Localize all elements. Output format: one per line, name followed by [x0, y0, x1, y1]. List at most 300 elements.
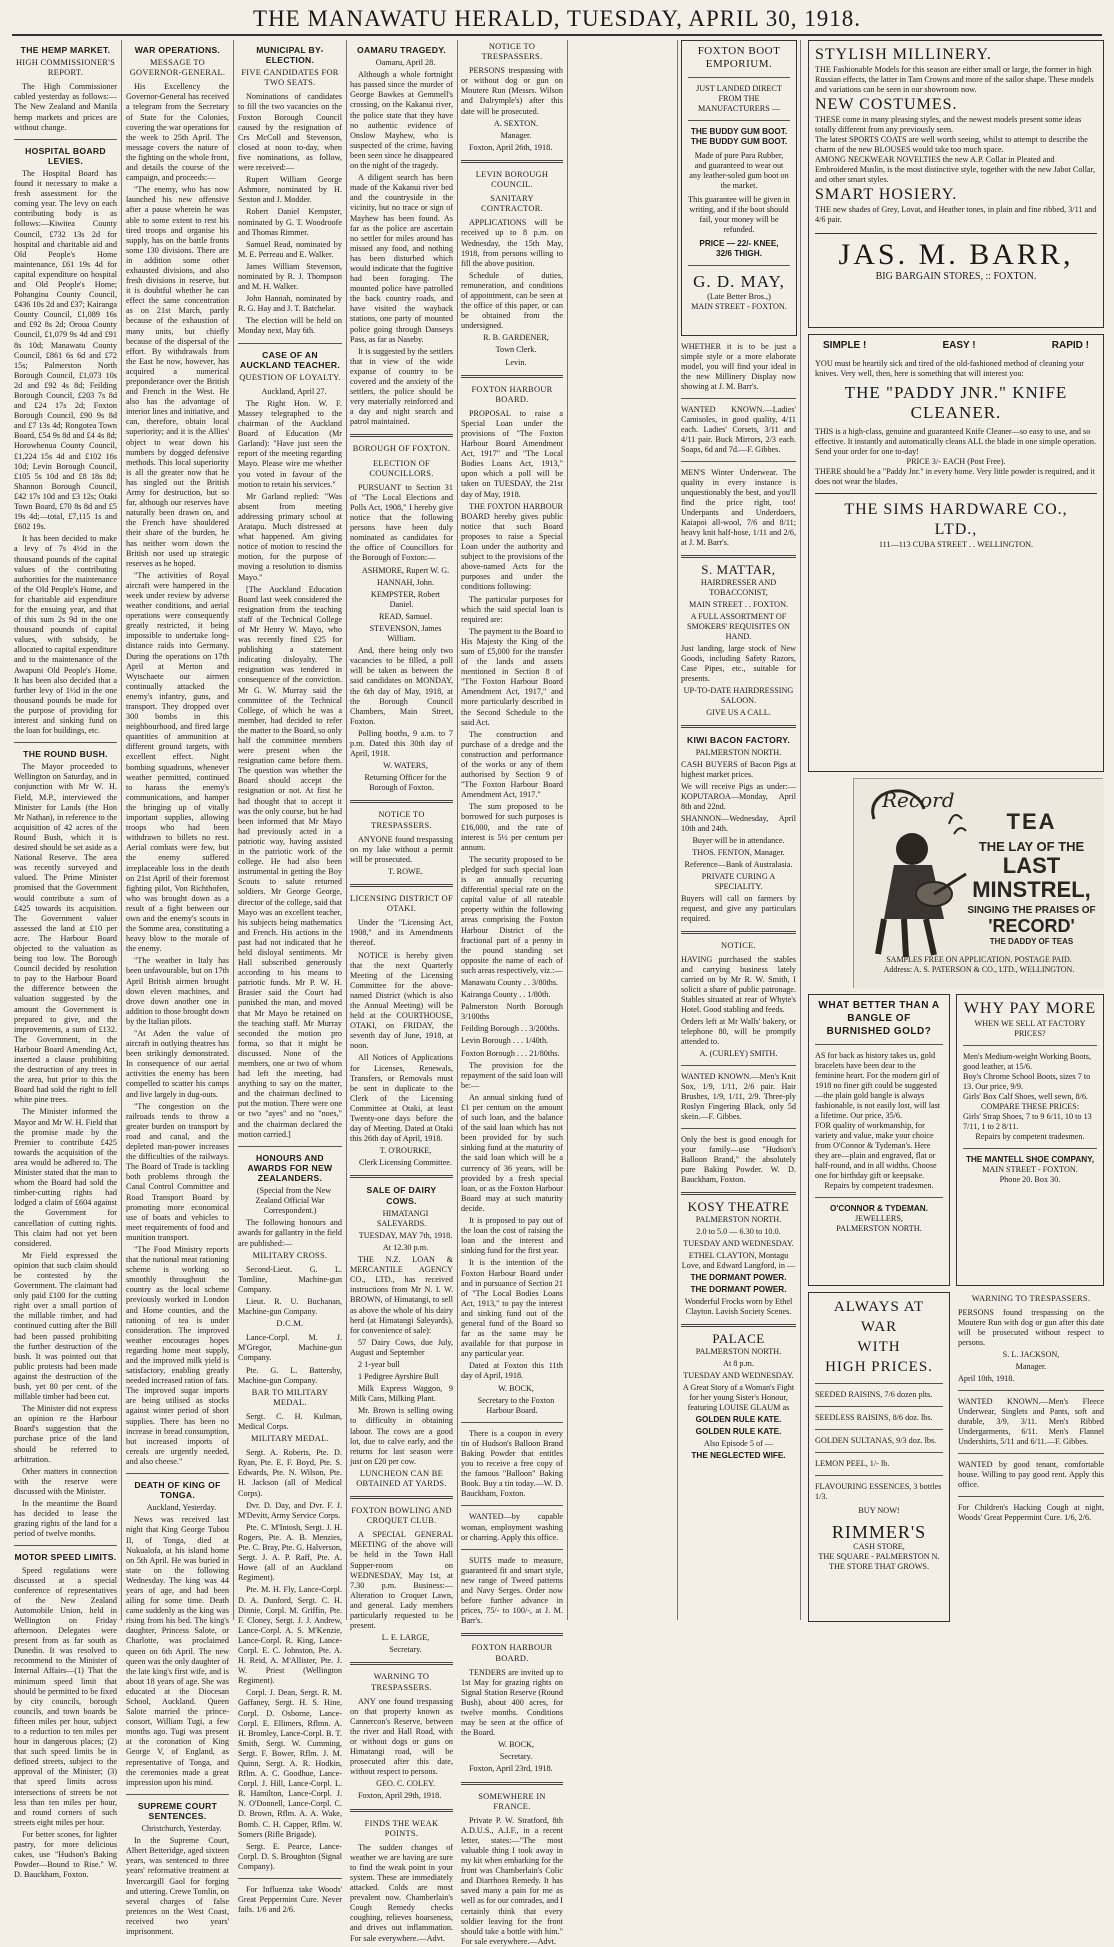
article-paragraph: The Hospital Board has found it necessary to make a fresh assessment for the coming year. The levy on each contributing body is as follows:—Kiwitea County Council, £732 13s 2d for hospital and charitable aid and Old People's Home maintenance, £61 19s 4d for capital expenditure on hospital and Old People's Home; Pohangina County Council, £436 10s 2d and £37; Kairanga County Council, £1,089 16s and £92 8s 2d; Oroua County Council, £1,079 9s 4d and £91 8s 10d; Manawatu County Council, £861 6s 6d and £72 15s; Palmerston North Borough Council, £1,073 10s 2d and £92 4s 8d; Feilding Borough Council, £203 7s 8d and £24 17s 2d; Foxton Borough Council, £90 9s 8d and £7 13s 4d; Rongotea Town Board, £54 9s 8d and £4 4s 8d; Horowhenua County Council, £1,224 15s 4d and £102 16s 10d; Levin Borough Council, £105 5s 10d and £8 18s 8d; Shannon Borough Council, £42 17s 10d and £3 12s; Otaki Town Board, £70 8s 8d and £5 19s 4d;—total, £7,115 1s and £602 19s.: [14, 168, 117, 532]
column-4: [350, 40, 453, 1943]
divider: [688, 77, 790, 78]
rate-row: Manawatu County . . 3/80ths.: [461, 977, 559, 987]
tea-line: THE LAY OF THE: [978, 839, 1085, 854]
ad-text: PALMERSTON NORTH.: [695, 748, 782, 757]
ad-slogan: [823, 341, 1089, 351]
divider: [815, 1429, 943, 1430]
headline: CASE OF AN AUCKLAND TEACHER.: [239, 349, 341, 370]
ad-text: This guarantee will be given in writing, and if the boot should fail, your money will be refunded.: [688, 195, 790, 234]
notice-heading: NOTICE TO TRESPASSERS.: [481, 42, 543, 62]
ad-title: WITH: [857, 1339, 901, 1355]
notice-text: HIMATANGI SALEYARDS.: [376, 1208, 429, 1228]
notice-text: Foxton, April 23rd, 1918.: [469, 1764, 553, 1774]
film-title: GOLDEN RULE KATE.: [695, 1415, 782, 1424]
tea-caption-line: SAMPLES FREE ON APPLICATION. POSTAGE PAID.: [886, 955, 1072, 964]
record-tea-ad: [853, 778, 1103, 988]
article-paragraph: The Minister informed the Mayor and Mr W. H. Field that the promise made by the Premier to contribute £425 towards the acquisition of the area would be adhered to. The Minister stated that the man to whom the Board had sold the timber-cutting rights had lodged a claim of £604 against the Government for cancellation of cutting rights. This claim had not yet been considered.: [14, 1107, 117, 1248]
article-paragraph: A diligent search has been made of the Kakanui river bed and the countryside in the vicinity, but no trace or sign of Mayhew has been found. As far as the police are ascertain no settler for miles around has missed any food, and nothing has been disturbed which would indicate that the fugitive had been foraging. The mounted police have patrolled the back country roads, and have visited the wayback stations, one party of mounted police going through Danseys Pass, as far as Naseby.: [350, 173, 453, 344]
ad-title: WHY PAY MORE: [963, 1000, 1097, 1017]
ad-title: ALWAYS AT WAR: [833, 1299, 925, 1335]
divider: [958, 1496, 1104, 1497]
ad-text: SHANNON—Wednesday, April 10th and 24th.: [681, 814, 796, 833]
advertisement-text: WANTED KNOWN.—Men's Knit Sox, 1/9, 1/11, 2/6 pair. Hair Brushes, 1/9, 1/11, 2/9. Three-ply Roslyn Fingering Black, only 5d skein.—F. Gibbes.: [681, 1072, 796, 1121]
ad-text: 111—113 CUBA STREET . . WELLINGTON.: [878, 540, 1034, 549]
notice-text: An annual sinking fund of £1 per centum on the amount of such loan, and the balance of the said loan which has not been provided for by such sinking fund at the maturity of the said loan which will be a currency of 36 years, will be provided by a fresh special loan, or as the Foxton Harbour Board may at such maturity decide.: [461, 1092, 563, 1213]
divider: [815, 1383, 943, 1384]
ad-text: THE new shades of Grey, Lovat, and Heather tones, in plain and fine ribbed, 3/11 and 4/6 pair.: [815, 205, 1097, 224]
notice-heading: SOMEWHERE IN FRANCE.: [478, 1791, 546, 1811]
column-rule: [457, 40, 458, 1620]
ad-title: JAS. M. BARR,: [838, 238, 1074, 271]
ad-text: (Late Better Bros.,): [707, 292, 771, 301]
subheadline: MESSAGE TO GOVERNOR-GENERAL.: [129, 58, 226, 78]
notice-text: Foxton, April 29th, 1918.: [358, 1791, 442, 1801]
divider: [350, 884, 453, 887]
article-paragraph: The Minister did not express an opinion re the Harbour Board's suggestion that the purchase price of the land should be referred to arbitration.: [14, 1404, 117, 1464]
ad-text: THE SQUARE - PALMERSTON N.: [818, 1552, 940, 1561]
notice-text: TUESDAY, MAY 7th, 1918.: [358, 1230, 453, 1240]
candidate-name: ASHMORE, Rupert W. G.: [361, 565, 450, 575]
article-paragraph: Lieut. R. U. Buchanan, Machine-gun Company.: [238, 1296, 342, 1317]
article-paragraph: The following honours and awards for gallantry in the field are published:—: [238, 1218, 342, 1248]
article-paragraph: The election will be held on Monday next, May 6th.: [238, 316, 342, 336]
price-item: SEEDLESS RAISINS, 8/6 doz. lbs.: [815, 1413, 933, 1422]
ad-text: THESE come in many pleasing styles, and the newest models present some ideas totally different from any previously seen.: [815, 115, 1082, 134]
notice-text: NOTICE is hereby given that the next Quarterly Meeting of the Licensing Committee for the above-named District (which is also the Annual Meeting) will be held at the COURTHOUSE, OTAKI, on FRIDAY, the seventh day of June, 1918, at noon.: [350, 950, 453, 1051]
advertisement-text: There is a coupon in every tin of Hudson's Balloon Brand Baking Powder that entitles you to receive a free copy of the famous "Balloon" Baking Book. Buy a tin today.—W. D. Bauckham, Foxton.: [461, 1428, 563, 1499]
divider: [238, 343, 342, 344]
price-item: LEMON PEEL, 1/- lb.: [815, 1459, 890, 1468]
subheadline: FIVE CANDIDATES FOR TWO SEATS.: [241, 68, 339, 88]
subheadline: QUESTION OF LOYALTY.: [239, 372, 341, 382]
article-paragraph: Other matters in connection with the reserve were discussed with the Minister.: [14, 1466, 117, 1496]
notice-text: Polling booths, 9 a.m. to 7 p.m. Dated this 30th day of April, 1918.: [350, 728, 453, 759]
divider: [461, 1633, 563, 1636]
ad-text: PALMERSTON NORTH.: [695, 1215, 782, 1224]
article-paragraph: The Mayor proceeded to Wellington on Saturday, and in conjunction with Mr W. H. Field, M.P., interviewed the Minister for Lands (the Hon Mr Nathan), in reference to the acquisition of 42 acres of the Round Bush, which it is desired should be set aside as a National Reserve. The area was recently surveyed and valued. The Prime Minister promised that the Government would contribute a sum of £425 towards its acquisition. The Government valuer assessed the land at £10 per acre. The Harbour Board objected to the valuation as being too low. The Borough Council decided by resolution to pay to the Harbour Board the difference between the valuation suggested by the amount the Government is prepared to give, and the improvements, a sum of £132. The Government, in the Harbour Board Amending Act, inserted a clause prohibiting the destruction of any trees in the area, but prior to this the Board had sold the right to fell white pine trees.: [14, 762, 117, 1105]
slogan-word: RAPID !: [1051, 340, 1089, 351]
column-rule: [346, 40, 347, 1620]
notice-text: Dated at Foxton this 11th day of April, 1918.: [461, 1361, 563, 1381]
notice-text: At 12.30 p.m.: [382, 1242, 429, 1252]
column-rule: [567, 40, 568, 1620]
article-paragraph: Samuel Read, nominated by M. E. Perreau and E. Walker.: [238, 239, 342, 259]
article-paragraph: Nominations of candidates to fill the two vacancies on the Foxton Borough Council caused by the resignation of Crs McColl and Stevenson, closed at noon to-day, when five nominations, as follow, were received:—: [238, 92, 342, 173]
signature-title: Town Clerk.: [495, 345, 537, 355]
newspaper-title: THE MANAWATU HERALD, TUESDAY, APRIL 30, 1918.: [253, 6, 861, 31]
signature-title: Secretary to the Foxton Harbour Board.: [477, 1395, 555, 1415]
article-paragraph: Pte. C. M'Intosh, Sergt. J. H. Rogers, Pte. A. B. Menzies, Pte. C. Bray, Pte. G. Halverson, Sergt. J. A. P. Raff, Pte. A. Howe (all of an Auckland Regiment).: [238, 1522, 342, 1583]
price-item: SEEDED RAISINS, 7/6 dozen plts.: [815, 1390, 933, 1399]
divider: [681, 725, 796, 728]
notice-text: It is proposed to pay out of the loan the cost of raising the loan and the interest and sinking fund for the first year.: [461, 1216, 563, 1256]
notice-text: The construction and purchase of a dredge and the construction and performance of the works or any of them authorised by Section 9 of "The Foxton Harbour Board Amendment Act, 1917.": [461, 729, 563, 800]
film-title: THE DORMANT POWER.: [690, 1285, 787, 1294]
sale-item: 1 Pedigree Ayrshire Bull: [358, 1372, 439, 1382]
divider: [681, 1324, 796, 1327]
ad-title: NEW COSTUMES.: [815, 96, 958, 113]
sale-item: Milk Express Waggon, 9 Milk Cans, Milking Plant.: [350, 1384, 453, 1404]
ad-title: CLEANER.: [910, 403, 1002, 422]
ad-text: 2.0 to 5.0 — 6.30 to 10.0.: [696, 1227, 781, 1236]
film-title: THE NEGLECTED WIFE.: [691, 1451, 786, 1460]
ad-title: KIWI BACON FACTORY.: [686, 735, 791, 745]
ad-text: A FULL ASSORTMENT OF SMOKERS' REQUISITES ON HAND.: [687, 612, 790, 641]
ad-text: FROM THE MANUFACTURERS —: [698, 94, 780, 113]
divider: [350, 1175, 453, 1178]
signature: W. WATERS,: [383, 761, 428, 771]
award-heading: BAR TO MILITARY MEDAL.: [251, 1387, 329, 1407]
advertisement-text: SUITS made to measure, guaranteed fit and smart style, new range of Tweed patterns and Navy Serges. Order now before further advance in prices, 75/- to 100/-, at J. M. Barr's.: [461, 1555, 563, 1626]
article-paragraph: John Hannah, nominated by R. G. Hay and J. T. Batchelar.: [238, 294, 342, 314]
signature-title: Manager.: [1015, 1362, 1047, 1371]
notice-text: The security proposed to be pledged for such special loan is an annually recurring differential special rate on the capital value of all rateable property within the following areas comprising the Foxton Harbour District of the fractional part of a penny in the pound standing set opposite the name of each of such areas respectively, viz.:—: [461, 854, 563, 975]
divider: [958, 1390, 1104, 1391]
notice-text: Under the "Licensing Act, 1908," and its Amendments thereof.: [350, 918, 453, 948]
divider: [815, 1197, 943, 1198]
divider: [350, 1496, 453, 1499]
ad-title: O'CONNOR & TYDEMAN.: [830, 1204, 928, 1213]
article-paragraph: "The enemy, who has now launched his new offensive after a pause wherein he was able to some extent to rest his tired troops and organise his supply, has on the battle fronts some 130 divisions. There are in addition some other exhausted divisions, and also fresh divisions in reserve, but it is doubtful whether he can effect the same concentration as on 21st March, partly because of the exhaustion of many units, but chiefly because of the dispersal of the effort. By withdrawals from the East he now, however, has acquired a numerical preponderance over the British and French in the West. He also has the advantage of interior lines and initiative, and can, therefore, obtain local superiority; and it is the Allies' object to wear down his numbers by dogged defensive methods. This local superiority is all the greater now that he has singled out the British Army for destruction, but so far, although our reserves have naturally been drawn on, and the French have shouldered their share of the burden, he has neither worn down the British nor used up strategic reserves as he hoped.: [126, 185, 229, 568]
price: PRICE — 22/- KNEE,: [699, 239, 779, 248]
headline: THE ROUND BUSH.: [23, 749, 108, 760]
notice-text: PERSONS trespassing with or without dog or gun on Moutere Run (Messrs. Wilson and Dalrymple's) after this date will be prosecuted.: [461, 66, 563, 116]
headline: HONOURS AND AWARDS FOR NEW ZEALANDERS.: [247, 1152, 333, 1183]
signature: W. BOCK,: [498, 1383, 534, 1393]
notice-subheading: SANITARY CONTRACTOR.: [480, 194, 543, 214]
article-paragraph: "The weather in Italy has been unfavourable, but on 17th April British airmen brought down eleven machines, and drove down another one in addition to those brought down by the Italian pilots.: [126, 956, 229, 1026]
divider: [681, 1128, 796, 1129]
rate-row: Kairanga County . . 1/80th.: [461, 990, 551, 1000]
ad-title: WHAT BETTER THAN A BANGLE OF BURNISHED GOLD?: [818, 1000, 940, 1037]
article-paragraph: Pte. M. H. Fly, Lance-Corpl. D. A. Dunford, Sergt. C. H. Dinnie, Corpl. M. Griffin, Pte. F. Cloney, Sergt. J. J. Andrew, Lance-Corpl. A. S. M'Kenzie, Lance-Corpl. R. King, Lance-Corpl. E. C. Johnston, Pte. A. H. Reid, A. M'Allister, Pte. J. W. Priest (Wellington Regiment).: [238, 1585, 342, 1686]
advertisement-text: For Influenza take Woods' Great Peppermint Cure. Never fails. 1/6 and 2/6.: [238, 1885, 342, 1915]
headline: MUNICIPAL BY-ELECTION.: [256, 45, 324, 66]
headline: WAR OPERATIONS.: [134, 45, 221, 55]
divider: [963, 1045, 1097, 1046]
article-paragraph: Second-Lieut. G. L. Tomline, Machine-gun Company.: [238, 1264, 342, 1294]
advertisement-text: The sudden changes of weather we are having are sure to find the weak point in your system. These are immediately attacked. Colds are most prevalent now. Chamberlain's Cough Remedy checks coughing, relieves hoarseness, and drives out inflammation. For sale everywhere.—Advt.: [350, 1842, 453, 1943]
tea-word: TEA: [1006, 809, 1057, 834]
candidate-name: READ, Samuel.: [379, 611, 432, 621]
ad-text: THE STORE THAT GROWS.: [828, 1562, 930, 1571]
notice-text: The payment to the Board to His Majesty the King of the sum of £5,000 for the transfer of the lands and assets mentioned in Section 8 of "The Foxton Harbour Board Amendment Act, 1917," and more particularly described in the Second Schedule to the said Act.: [461, 626, 563, 727]
millinery-ad: [808, 40, 1104, 328]
svg-text:Record: Record: [882, 788, 955, 812]
divider: [681, 398, 796, 399]
notice-text: THE N.Z. LOAN & MERCANTILE AGENCY CO., LTD., has received instructions from Mr N. I. W. BROWN, of Himatangi, to sell as above the whole of his dairy herd (at Himatangi Saleyards), for convenience of sale):: [350, 1255, 453, 1335]
article-paragraph: Sergt. A. Roberts, Pte. D. Ryan, Pte. E. F. Boyd, Pte. S. Edwards, Pte. N. Wilson, Pte. H. Jackson (all of Medical Corps).: [238, 1448, 342, 1498]
ad-title: G. D. MAY,: [693, 272, 785, 291]
notice-text: THE FOXTON HARBOUR BOARD hereby gives public notice that such Board proposes to raise a Special Loan under the authority and subject to the provisions of the above-named Acts for the purposes and under the conditions following:: [461, 501, 563, 592]
notice-heading: SALE OF DAIRY COWS.: [366, 1185, 437, 1206]
ad-text: PALMERSTON NORTH.: [695, 1347, 782, 1356]
ad-title: THE MANTELL SHOE COMPANY,: [966, 1155, 1094, 1164]
column-2: [126, 40, 229, 1936]
signature: L. E. LARGE,: [381, 1633, 430, 1643]
divider: [14, 139, 117, 140]
column-rule: [677, 40, 678, 1620]
ad-text: MAIN STREET - FOXTON.: [691, 302, 787, 311]
divider: [688, 120, 790, 121]
ad-text: Just landing, large stock of New Goods, including Safety Razors, Case Pipes, etc., suitable for presents.: [681, 644, 796, 683]
ad-text: THOS. FENTON, Manager.: [692, 848, 785, 857]
ad-text: Buyer will be in attendance.: [692, 836, 785, 845]
signature-place: Levin.: [505, 357, 527, 367]
ad-text: Men's Medium-weight Working Boots, good leather, at 15/6.: [963, 1052, 1092, 1071]
dateline: Oamaru, April 28.: [375, 58, 436, 68]
tea-line: SINGING THE PRAISES OF: [967, 905, 1096, 916]
notice-text: Mr. Brown is selling owing to difficulty in obtaining labour. The cows are a good lot, due to calve early, and the returns for last season were just on £20 per cow.: [350, 1406, 453, 1466]
ad-text: JUST LANDED DIRECT: [696, 84, 782, 93]
candidate-name: HANNAH, John.: [376, 577, 435, 587]
divider: [963, 1148, 1097, 1149]
ad-text: JEWELLERS,: [855, 1214, 903, 1223]
advertisement-text: Private P. W. Stratford, 8th A.D.U.S., A.I.F., in a recent letter, states:—"The most valuable thing I took away in my kit when embarking for the front was Chamberlain's Colic and Diarrhoea Remedy. It has saved many a pain for me as well as for our comrades, and I certainly think that every soldier leaving for the front should take a bottle with him." For sale everywhere.—Advt.: [461, 1815, 563, 1946]
article-paragraph: In the Supreme Court, Albert Betteridge, aged sixteen years, was sentenced to three years' reformative treatment at Invercargill Gaol for forging and uttering. Crewe Tomlin, on several charges of false pretences on the West Coast, received two years' imprisonment.: [126, 1836, 229, 1936]
film-title: GOLDEN RULE KATE.: [695, 1427, 782, 1436]
divider: [238, 1146, 342, 1147]
notice-heading: BOROUGH OF FOXTON.: [352, 444, 451, 454]
advertisement-text: For Children's Hacking Cough at night, Woods' Great Peppermint Cure. 1/6, 2/6.: [958, 1503, 1104, 1522]
ad-title: THE SIMS HARDWARE CO.,: [844, 501, 1068, 518]
notice-text: Orders left at Mr Walls' bakery, or telephone 80, will be promptly attended to.: [681, 1017, 796, 1046]
article-paragraph: Although a whole fortnight has passed since the murder of George Bawkes at Gemmell's crossing, on the Kakanui river, the police state that they have no authentic evidence of Onslow Mayhew, who is suspected of the crime, having been seen since he disappeared on the night of the tragedy.: [350, 70, 453, 171]
sale-item: 2 1-year bull: [358, 1359, 400, 1369]
article-paragraph: Pte. G. L. Battersby, Machine-gun Company.: [238, 1365, 342, 1385]
article-paragraph: Lance-Corpl. M. J. M'Gregor, Machine-gun Company.: [238, 1333, 342, 1363]
article-paragraph: Robert Daniel Kempster, nominated by G. T. Woodroofe and Thomas Rimmer.: [238, 207, 342, 237]
divider: [681, 461, 796, 462]
ad-text: UP-TO-DATE HAIRDRESSING SALOON.: [683, 686, 794, 705]
divider: [681, 1065, 796, 1066]
column-3: [238, 40, 342, 1915]
ad-title: THE "PADDY JNR." KNIFE: [844, 383, 1068, 402]
advertisement-text: MEN'S Winter Underwear. The quality in every instance is unquestionably the best, and you'll find the price right, too! Underpants and Underdoers, Kaiapoi all-wool, 7/6 and 8/11; heavy knit half-hose, 1/11 and 2/6, at J. M. Barr's.: [681, 468, 796, 547]
notice-heading: LEVIN BOROUGH COUNCIL.: [475, 169, 549, 190]
ad-text: Buyers will call on farmers by request, and give any particulars required.: [681, 894, 796, 923]
rate-row: Foxton Borough . . . 21/80ths.: [461, 1048, 560, 1058]
subheadline: HIGH COMMISSIONER'S REPORT.: [15, 58, 116, 78]
ad-text: COMPARE THESE PRICES:: [980, 1102, 1080, 1111]
article-paragraph: "The activities of Royal aircraft were hampered in the week under review by adverse weather conditions, and aerial operations were consequently greatly restricted, it being impossible to undertake long-distance raids into Germany. During the operations on 17th April at Merton and Wytschaete our airmen continually attacked the enemy's infantry, guns, and transport. They dropped over 300 bombs in this neighbourhood, and fired large quantities of ammunition at different ground targets, with excellent effect. Night bombing squadrons, whenever weather permitted, continued to harass the enemy's communications, and hamper the bringing up of vitally important supplies, allowing troops who had been withdrawn to billets no rest. Aerial combats were few, but the enemy suffered irreplaceable loss in the death on 21st April of their foremost fighting pilot, Von Richthofen, who was brought down as a result of a fight between our own and the enemy's scouts in the Somme area, constituting a heavy blow to the morale of the enemy.: [126, 570, 229, 954]
article-paragraph: The High Commissioner cabled yesterday as follows:—The New Zealand and Manila hemp markets and prices are without change.: [14, 82, 117, 132]
price: PRICE 3/- EACH (Post Free).: [906, 457, 1006, 466]
article-paragraph: The Right Hon. W. F. Massey telegraphed to the chairman of the Auckland Board of Education (Mr Garland): "Have just seen the report of the meeting regarding Mayo. Please wire me whether you voted in favour of the motion to retain his services.": [238, 398, 342, 489]
notice-text: And, there being only two vacancies to be filled, a poll will be taken as between the said candidates on MONDAY, the 6th day of May, 1918, at the Borough Council Chambers, Main Street, Foxton.: [350, 646, 453, 726]
ad-text: GIVE US A CALL.: [706, 708, 771, 717]
article-paragraph: [The Auckland Education Board last week considered the resignation from the teaching staff of the Technical College of Mr Henry W. Mayo, who was recently fined £25 for publishing a statement indicating disloyalty. The resignation was tendered in consequence of the conviction. Mr G. W. Murray said the committee of the Technical College, of which he was a member, had decided to refer the matter to the Board, so only half the committee members were present when the resignation came before them. The question was whether the Board should accept the resignation or not. At first he had thought that to accept it was the only course, but he had been informed that Mr Mayo had previously acted in a patriotic way, having assisted in the patriotic work of the college. He had also been instrumental in getting the Boy Scouts to salute returned soldiers. Mr George George, director of the college, said that Mayo was an excellent teacher, his subjects being mathematics and French. His actions in the past had not indicated that he held disloyal sentiments. Mr Hall subscribed generously according to his means to patriotic funds. Mr P. W. H. Brasier said the Court had punished the man, and moved that Mr Mayo be retained on the teaching staff. Mr Murray seconded the motion pro forma, so that it might be discussed. None of the members, one or two of whom had left the meeting, had anything to say on the matter, and the chairman declined to put the motion. There were one or two "ayes" and no "noes," and the chairman declared the motion carried.]: [238, 584, 342, 1139]
ad-text: THERE should be a "Paddy Jnr." in every home. Very little powder is required, and it does not wear the blades.: [815, 467, 1095, 486]
headline: OAMARU TRAGEDY.: [356, 45, 446, 55]
tea-caption-line: Address: A. S. PATERSON & CO., LTD., WELLINGTON.: [883, 965, 1075, 974]
ad-text: Also Episode 5 of —: [703, 1439, 774, 1448]
ad-text: CASH BUYERS of Bacon Pigs at highest market prices.: [681, 760, 796, 779]
divider: [350, 1809, 453, 1812]
notice-heading: FOXTON HARBOUR BOARD.: [471, 1643, 553, 1663]
divider: [350, 800, 453, 803]
notice-text: It is the intention of the Foxton Harbour Board under and in pursuance of Section 21 of "The Local Bodies Loans Act, 1913," to pay the interest and sinking fund out of the general fund of the Board so far as the same may be available for that purpose in any particular year.: [461, 1258, 563, 1359]
ad-text: THE Fashionable Models for this season are either small or large, the former in high Russian effects, the latter in Tam Crowns and more of the sailor shape. These models and variations can be seen in our showroom now.: [815, 65, 1094, 94]
column-rule: [121, 40, 122, 1620]
notice-text: ANY one found trespassing on that property known as Cannercon's Reserve, between the river and Hall Road, with or without dogs or guns on Himatangi road, will be prosecuted after this date, without respect to persons.: [350, 1696, 453, 1777]
award-heading: MILITARY MEDAL.: [251, 1434, 329, 1444]
signature: T. O'ROURKE,: [379, 1146, 432, 1156]
candidate-name: STEVENSON, James William.: [369, 623, 442, 644]
knife-cleaner-ad: [808, 334, 1104, 772]
ad-text: Phone 20. Box 30.: [999, 1175, 1061, 1184]
divider: [461, 1782, 563, 1785]
signature-title: Secretary.: [499, 1752, 533, 1762]
signature-title: Secretary.: [389, 1645, 422, 1655]
divider: [461, 1505, 563, 1506]
notice-text: Foxton, April 26th, 1918.: [469, 142, 553, 152]
ad-text: MAIN STREET . . FOXTON.: [688, 600, 789, 609]
divider: [126, 1794, 229, 1795]
slogan-word: SIMPLE !: [823, 340, 867, 351]
divider: [815, 1452, 943, 1453]
ad-text: At 8 p.m.: [723, 1359, 754, 1368]
rate-row: Palmerston North Borough 3/100ths: [461, 1002, 563, 1022]
ad-text: HAIRDRESSER AND TOBACCONIST,: [700, 578, 777, 597]
dateline: Christchurch, Yesterday.: [141, 1824, 222, 1834]
advertisement-text: WANTED by good tenant, comfortable house. Willing to pay good rent. Apply this office.: [958, 1460, 1104, 1489]
notice-text: A SPECIAL GENERAL MEETING of the above will be held in the Town Hall Supper-room on WEDNESDAY, May 1st, at 7.30 p.m. Business:—Alteration to Croquet Lawn, and general. Lady members particularly requested to be present.: [350, 1530, 453, 1631]
ad-text: FOR quality of workmanship, for variety and value, make your choice from O'Connor & Tydeman's. Here they are—plain and engraved, flat or half-round, and in all widths. Choose one for birthday gift or keepsake.: [815, 1121, 937, 1180]
divider: [461, 1549, 563, 1550]
ad-text: CASH STORE,: [853, 1542, 905, 1551]
notice-text: HAVING purchased the stables and carrying business lately carried on by Mr R. W. Smith, I solicit a share of public patronage. Stables situated at rear of Whyte's Hotel. Good stabling and feeds.: [681, 955, 796, 1014]
price: 32/6 THIGH.: [716, 249, 762, 258]
ad-text: We will receive Pigs as under:—KOPUTAROA—Monday, April 8th and 22nd.: [681, 782, 796, 811]
film-title: THE DORMANT POWER.: [690, 1273, 787, 1282]
divider: [126, 1473, 229, 1474]
headline: THE HEMP MARKET.: [20, 45, 111, 55]
ad-text: Repairs by competent tradesmen.: [824, 1181, 934, 1190]
ad-text: PALMERSTON NORTH.: [836, 1224, 922, 1233]
candidate-name: KEMPSTER, Robert Daniel.: [370, 589, 441, 609]
ad-text: Repairs by competent tradesmen.: [975, 1132, 1085, 1141]
ad-text: AS for back as history takes us, gold bracelets have been dear to the feminine heart. For the modern girl of 1918 no finer gift could be suggested—the plain gold bangle is always fashionable, is not easily lost, will last a lifetime. Our price, 35/6.: [815, 1051, 941, 1120]
theatre-title: KOSY THEATRE: [687, 1199, 790, 1214]
signature: S. L. JACKSON,: [1002, 1350, 1060, 1359]
signature-title: Returning Officer for the Borough of Foxton.: [364, 773, 447, 793]
ad-title: LTD.,: [934, 521, 978, 538]
rate-row: Feilding Borough . . 3/200ths.: [461, 1024, 560, 1034]
article-paragraph: In the meantime the Board has decided to lease the grazing rights of the land for a period of twelve months.: [14, 1499, 117, 1539]
signature: A. (CURLEY) SMITH.: [699, 1049, 778, 1058]
shoe-company-ad: [956, 994, 1104, 1286]
ad-text: PRIVATE CURING A SPECIALITY.: [701, 872, 776, 891]
ad-text: Reference—Bank of Australasia.: [684, 860, 793, 869]
notice-heading: LICENSING DISTRICT OF OTAKI.: [350, 894, 453, 914]
tea-caption: [864, 955, 1094, 975]
article-paragraph: Sergt. C. H. Kulman, Medical Corps.: [238, 1411, 342, 1431]
divider: [681, 931, 796, 934]
ad-title: EMPORIUM.: [705, 58, 773, 70]
notice-heading: FOXTON BOWLING AND CROQUET CLUB.: [351, 1506, 452, 1526]
dateline: Auckland, April 27.: [261, 386, 327, 396]
signature-title: Clerk Licensing Committee.: [358, 1158, 452, 1168]
column-5: [461, 40, 563, 1946]
article-paragraph: It is suggested by the settlers that in view of the wide expanse of country to be covered and the anxiety of the settlers, the police should be very materially reinforced and a day and night search and patrol maintained.: [350, 346, 453, 427]
notice-text: APPLICATIONS will be received up to 8 p.m. on Wednesday, the 15th May, 1918, from persons willing to fill the above position.: [461, 218, 563, 268]
notice-heading: LUNCHEON CAN BE OBTAINED AT YARDS.: [356, 1468, 447, 1488]
divider: [461, 375, 563, 378]
sale-item: 57 Dairy Cows, due July, August and September: [350, 1337, 453, 1357]
headline: SUPREME COURT SENTENCES.: [137, 1800, 218, 1821]
divider: [681, 1192, 796, 1195]
notice-text: PERSONS found trespassing on the Moutere Run with dog or gun after this date will be prosecuted without respect to persons.: [958, 1308, 1104, 1347]
ad-text: AMONG NECKWEAR NOVELTIES the new A.P. Collar in Pleated and Embroidered Muslin, is the most distinctive style, together with the new Jabot Collar, and other smart styles.: [815, 155, 1096, 184]
boot-emporium-ad: [681, 40, 797, 336]
article-paragraph: Corpl. J. Dean, Sergt. R. M. Gaffaney, Sergt. H. S. Hine, Corpl. D. Osborne, Lance-Corpl. E. Ellimers, Rflmn. A. H. Bromley, Lance-Corpl. B. T. Smith, Sergt. W. Cumming, Sergt. F. Bower, Rflm. J. M. Quinn, Sergt. A. R. Hodkin, Rflm. A. C. Goodhue, Lance-Corpl. J. Hill, Lance-Corpl. L. R. Hamilton, Lance-Corpl. J. N. O'Donnell, Lance-Corpl. C. D. Brown, Rflm. A. A. Wake, Bomb. C. H. Capper, Rflm. W. Somers (Rifle Brigade).: [238, 1688, 342, 1839]
divider: [14, 1545, 117, 1546]
advertisement-text: Only the best is good enough for your family—use "Hudson's Balloon Brand," the absolutely pure Baking Powder. W. D. Bauckham, Foxton.: [681, 1135, 796, 1184]
ad-title: S. MATTAR,: [701, 562, 776, 577]
ad-title: FOXTON BOOT: [697, 45, 781, 57]
signature-title: Manager.: [500, 130, 532, 140]
divider: [350, 1662, 453, 1665]
ad-text: A Great Story of a Woman's Fight for her young Sister's Honour, featuring LOUISE GLAUM as: [682, 1383, 795, 1412]
ad-text: BIG BARGAIN STORES, :: FOXTON.: [875, 271, 1037, 282]
notice-text: PROPOSAL to raise a Special Loan under the provisions of "The Foxton Harbour Board Amendment Act, 1917" and "The Local Bodies Loans Act, 1913," upon which a poll will be taken on TUESDAY, the 21st day of May, 1918.: [461, 408, 563, 499]
column-8-ads: [958, 1292, 1104, 1622]
ad-title: SMART HOSIERY.: [815, 186, 958, 203]
divider: [681, 555, 796, 558]
price-item: GOLDEN SULTANAS, 9/3 doz. lbs.: [815, 1436, 937, 1445]
article-paragraph: His Excellency the Governor-General has received a telegram from the Secretary of State for the Colonies, covering the war operations for the week to 25th April. The message covers the nature of the fighting on the whole front, and details the course of the campaign, and proceeds:—: [126, 82, 229, 183]
notice-subheading: ELECTION OF COUNCILLORS.: [369, 458, 434, 478]
notice-text: The provision for the repayment of the said loan will be:—: [461, 1060, 563, 1090]
article-paragraph: Speed regulations were discussed at a special conference of representatives of the New Zealand Automobile Union, held in Wellington on Friday afternoon. Delegates were present from as far south as Dunedin. It was resolved to recommend to the Minister of Internal Affairs—(1) That the minimum speed limit that should be permitted to be fixed by city councils, borough councils, and town boards be fifteen miles per hour, subject to a reduction to ten miles per hour in dangerous places; (2) that such speed limits be in defined streets, subject to the approval of the Minister; (3) that speed limits across intersections of streets be not less than ten miles per hour, and round corners of such streets eight miles per hour.: [14, 1565, 117, 1827]
product-name: THE BUDDY GUM BOOT.: [690, 137, 788, 146]
signature: W. BOCK,: [498, 1740, 534, 1750]
ad-text: Boy's Chrome School Boots, sizes 7 to 13. Our price, 9/9.: [963, 1072, 1091, 1091]
tea-brand: 'RECORD': [988, 916, 1075, 936]
article-paragraph: "At Aden the value of aircraft in outlying theatres has been strikingly demonstrated. In consequence of our aerial activities the enemy has been compelled to scatter his camps and live largely in dug-outs.: [126, 1029, 229, 1099]
advertisement-text: For better scones, for lighter pastry, for more delicious cakes, use "Hudson's Baking Powder—Bound to Rise." W. D. Bauckham, Foxton.: [14, 1829, 117, 1880]
headline: MOTOR SPEED LIMITS.: [14, 1552, 117, 1563]
ad-title: HIGH PRICES.: [825, 1359, 933, 1375]
advertisement-text: WANTED KNOWN.—Ladies' Camisoles, in good quality, 4/11 each. Ladies' Corsets, 3/11 and 4/11 pair. Buck Mirrors, 2/3 each. Soaps, 6d and 7d.—F. Gibbes.: [681, 405, 796, 454]
ad-text: Girls' Strap Shoes, 7 to 9 6/11, 10 to 13 7/11, 1 to 2 8/11.: [963, 1112, 1092, 1131]
notice-heading: NOTICE TO TRESPASSERS.: [371, 810, 432, 830]
headline: DEATH OF KING OF TONGA.: [134, 1480, 221, 1501]
article-paragraph: Sergt. E. Pearce, Lance-Corpl. D. S. Broughton (Signal Company).: [238, 1841, 342, 1871]
advertisement-text: WHETHER it is to be just a simple style or a more elaborate model, you will find your ideal in the new Millinery Display now showing at J. M. Barr's.: [681, 342, 796, 391]
article-paragraph: (Special from the New Zealand Official War Correspondent.): [255, 1186, 332, 1216]
notice-heading: WARNING TO TRESPASSERS.: [971, 1294, 1091, 1303]
masthead: [12, 6, 1102, 36]
price-item: FLAVOURING ESSENCES, 3 bottles 1/3.: [815, 1482, 942, 1501]
award-heading: MILITARY CROSS.: [252, 1250, 328, 1260]
ad-text: TUESDAY AND WEDNESDAY.: [683, 1239, 794, 1248]
signature: A. SEXTON.: [493, 118, 539, 128]
ad-text: MAIN STREET - FOXTON.: [982, 1165, 1078, 1174]
article-paragraph: "The Food Ministry reports that the national meat rationing scheme is working so smoothly throughout the country as the local scheme previously worked in London and Home counties, and the rationing of tea is under consideration. The improved weather encourages hopes regarding home meat supply, and the improved milk yield is satisfactory, enabling greatly needed increased ration of fats. The improved sugar imports are being utilised as stocks against winter period of short supplies. There has been no increase in bread consumption, but increased imports of cereals are urgently needed, and also cheese.": [126, 1244, 229, 1466]
notice-text: Schedule of duties, remuneration, and conditions of appointment, can be seen at the office of this paper, or can be obtained from the undersigned.: [461, 270, 563, 331]
ad-text: THIS is a high-class, genuine and guaranteed Knife Cleaner—so easy to use, and so effective. It instantly and automatically cleans ALL the blade in one simple operation. Send your order for one to-day!: [815, 427, 1097, 456]
article-paragraph: James William Stevenson, nominated by R. J. Thompson and M. H. Walker.: [238, 261, 342, 292]
headline: HOSPITAL BOARD LEVIES.: [25, 145, 106, 166]
divider: [461, 1422, 563, 1423]
signature: R. B. GARDENER,: [483, 333, 549, 343]
divider: [958, 1453, 1104, 1454]
signature: T. ROWE.: [388, 866, 423, 876]
bangle-ad: [808, 994, 950, 1286]
divider: [815, 1406, 943, 1407]
